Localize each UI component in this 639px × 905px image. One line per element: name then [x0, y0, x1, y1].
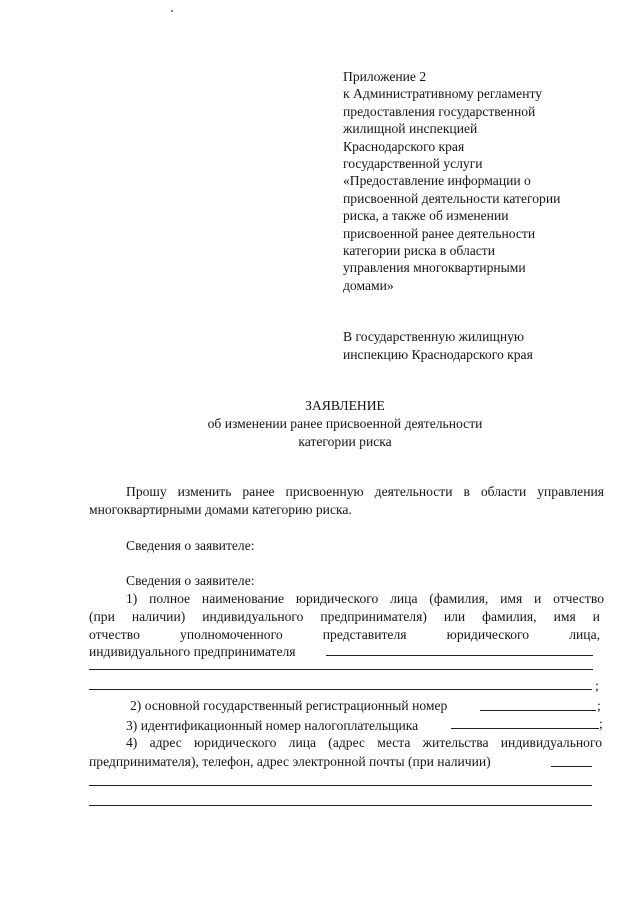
scan-speck	[171, 10, 173, 12]
item1-line-4: индивидуального предпринимателя	[89, 644, 296, 659]
item1-word: или	[443, 609, 466, 624]
item2-label: 2) основной государственный регистрационный номер	[130, 698, 448, 713]
item1-word: юридического	[446, 627, 530, 642]
item2-end-mark: ;	[597, 698, 601, 713]
appendix-line: управления многоквартирными	[343, 260, 526, 276]
document-title	[0, 397, 639, 451]
item1-line-2	[89, 608, 600, 626]
appendix-line: присвоенной ранее деятельности	[343, 225, 536, 241]
item3-label: 3) идентификационный номер налогоплательщика	[126, 718, 419, 733]
appendix-line: риска, а также об изменении	[343, 208, 509, 224]
appendix-block	[343, 68, 633, 294]
item4-fill-line[interactable]	[89, 805, 592, 806]
item3-end-mark: ;	[599, 716, 603, 731]
item1-word: (при	[89, 609, 115, 624]
item1-word: лица,	[569, 627, 600, 642]
item1-line-1: 1) полное наименование юридического лица (фамилия, имя и отчество	[126, 591, 604, 606]
appendix-line: Краснодарского края	[343, 138, 465, 154]
addressee-line: В государственную жилищную	[343, 329, 525, 344]
applicant-heading: Сведения о заявителе:	[126, 538, 255, 553]
item1-word: предпринимателя)	[320, 609, 427, 624]
item1-word: наличии)	[131, 609, 186, 624]
item1-fill-line[interactable]	[326, 655, 593, 656]
addressee-block	[343, 328, 633, 363]
item1-word: и	[592, 609, 600, 624]
item1-word: индивидуального	[202, 609, 304, 624]
appendix-line: Приложение 2	[343, 69, 427, 84]
item1-fill-line[interactable]	[89, 689, 592, 690]
item2-fill-line[interactable]	[480, 710, 596, 711]
item1-end-mark: ;	[595, 678, 599, 693]
request-line-2: многоквартирными домами категорию риска.	[89, 502, 352, 517]
appendix-line: «Предоставление информации о	[343, 173, 531, 189]
item1-line-3	[89, 626, 600, 644]
item4-line-1: 4) адрес юридического лица (адрес места жительства индивидуального	[126, 735, 602, 750]
item1-word: имя	[553, 609, 576, 624]
document-subtitle-line: об изменении ранее присвоенной деятельности	[207, 416, 483, 431]
appendix-line: предоставления государственной	[343, 103, 536, 119]
applicant-heading: Сведения о заявителе:	[126, 573, 255, 588]
item1-word: представителя	[322, 627, 407, 642]
document-subtitle-line: категории риска	[298, 434, 392, 449]
item1-word: фамилия,	[482, 609, 537, 624]
item1-word: уполномоченного	[180, 627, 283, 642]
item4-line-2: предпринимателя), телефон, адрес электронной почты (при наличии)	[89, 754, 491, 769]
appendix-line: присвоенной деятельности категории	[343, 190, 561, 206]
item1-fill-line[interactable]	[89, 669, 593, 670]
appendix-line: жилищной инспекцией	[343, 121, 478, 137]
appendix-line: категории риска в области	[343, 243, 496, 259]
item4-fill-line[interactable]	[551, 766, 592, 767]
request-line-1: Прошу изменить ранее присвоенную деятельности в области управления	[126, 484, 604, 499]
document-heading: ЗАЯВЛЕНИЕ	[305, 398, 385, 413]
appendix-line: к Административному регламенту	[343, 86, 543, 102]
appendix-line: домами»	[343, 277, 394, 293]
appendix-line: государственной услуги	[343, 156, 483, 172]
item1-word: отчество	[89, 627, 140, 642]
item3-fill-line[interactable]	[451, 728, 599, 729]
addressee-line: инспекцию Краснодарского края	[343, 346, 533, 362]
item4-fill-line[interactable]	[89, 785, 592, 786]
